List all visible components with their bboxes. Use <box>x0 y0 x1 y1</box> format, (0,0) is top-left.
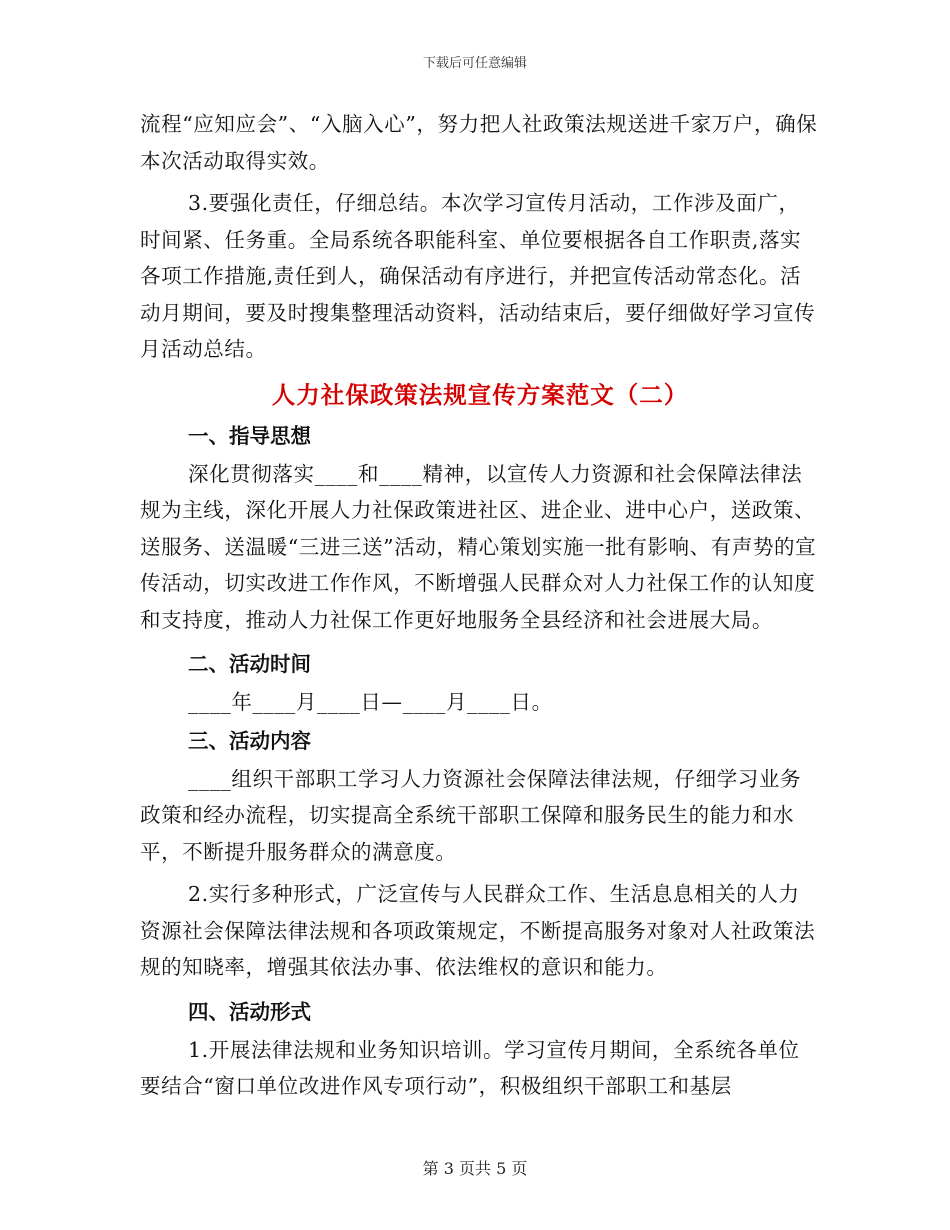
heading: 一、指导思想 <box>188 423 311 448</box>
paragraph: 深化贯彻落实____和____精神，以宣传人力资源和社会保障法律法规为主线，深化开展人力社保政策进社区、进企业、进中心户，送政策、送服务、送温暖“三进三送”活动，精心策划实施一批有影响、有声势的宣传活动，切实改进工作作风，不断增强人民群众对人力社保工作的认知度和支持度，推动人力社保工作更好地服务全县经济和社会进展大局。 <box>140 461 817 632</box>
paragraph: ____年____月____日—____月____日。 <box>188 690 553 714</box>
heading: 二、活动时间 <box>188 652 311 676</box>
page-header: 下载后可任意编辑 <box>422 56 527 71</box>
heading: 三、活动内容 <box>188 728 311 753</box>
paragraph: 3.要强化责任，仔细总结。本次学习宣传月活动，工作涉及面广，时间紧、任务重。全局系统各职能科室、单位要根据各自工作职责,落实各项工作措施,责任到人，确保活动有序进行，并把宣传活动常态化。活动月期间，要及时搜集整理活动资料，活动结束后，要仔细做好学习宣传月活动总结。 <box>140 191 816 361</box>
document-body <box>140 106 820 1105</box>
section-title: 人力社保政策法规宣传方案范文（二） <box>271 380 689 409</box>
paragraph: 2.实行多种形式，广泛宣传与人民群众工作、生活息息相关的人力资源社会保障法律法规和各项政策规定，不断提高服务对象对人社政策法规的知晓率，增强其依法办事、依法维权的意识和能力。 <box>140 882 816 979</box>
paragraph: ____组织干部职工学习人力资源社会保障法律法规，仔细学习业务政策和经办流程，切实提高全系统干部职工保障和服务民生的能力和水平，不断提升服务群众的满意度。 <box>140 766 802 864</box>
paragraph: 流程“应知应会”、“入脑入心”，努力把人社政策法规送进千家万户，确保本次活动取得实效。 <box>140 112 818 173</box>
paragraph: 1.开展法律法规和业务知识培训。学习宣传月期间，全系统各单位要结合“窗口单位改进作风专项行动”，积极组织干部职工和基层 <box>140 1037 800 1098</box>
heading: 四、活动形式 <box>188 999 311 1024</box>
page-footer: 第 3 页共 5 页 <box>422 1159 528 1178</box>
